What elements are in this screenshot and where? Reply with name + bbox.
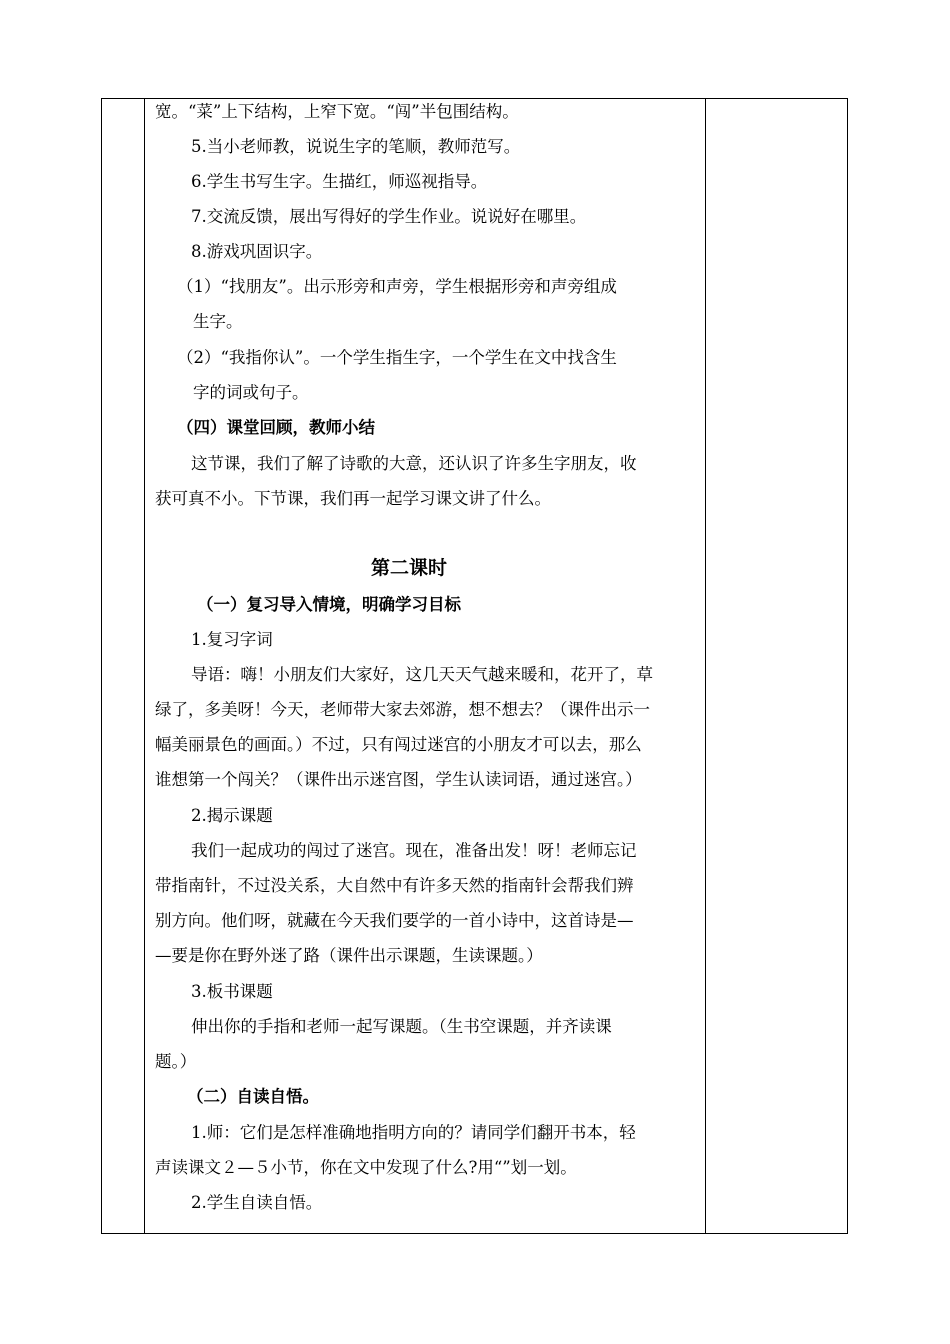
text-line: 字的词或句子。: [193, 383, 309, 402]
text-line: 声读课文２—５小节，你在文中发现了什么?用“”划一划。: [155, 1158, 577, 1177]
text-line: 绿了，多美呀！今天，老师带大家去郊游，想不想去？（课件出示一: [155, 700, 650, 719]
text-line: —要是你在野外迷了路（课件出示课题，生读课题。）: [155, 946, 543, 965]
text-line: 这节课，我们了解了诗歌的大意，还认识了许多生字朋友，收: [191, 454, 637, 473]
text-line: 3.板书课题: [191, 982, 273, 1001]
text-line: 导语：嗨！小朋友们大家好，这几天天气越来暖和，花开了，草: [191, 665, 653, 684]
text-line: （1）“找朋友”。出示形旁和声旁，学生根据形旁和声旁组成: [177, 277, 617, 296]
text-line: 2.学生自读自悟。: [191, 1193, 323, 1212]
text-line: 8.游戏巩固识字。: [191, 242, 323, 261]
text-line: 7.交流反馈，展出写得好的学生作业。说说好在哪里。: [191, 207, 587, 226]
text-line: 5.当小老师教，说说生字的笔顺，教师范写。: [191, 137, 521, 156]
text-line: 1.复习字词: [191, 630, 273, 649]
text-line: 2.揭示课题: [191, 806, 273, 825]
section-heading: （一）复习导入情境，明确学习目标: [197, 595, 461, 614]
text-line: 伸出你的手指和老师一起写课题。（生书空课题，并齐读课: [191, 1017, 612, 1036]
lesson-title: 第二课时: [371, 557, 448, 579]
section-heading: （四）课堂回顾，教师小结: [177, 418, 375, 437]
table-column-divider-right: [705, 99, 706, 1233]
section-heading: （二）自读自悟。: [187, 1087, 319, 1106]
text-line: 我们一起成功的闯过了迷宫。现在，准备出发！呀！老师忘记: [191, 841, 637, 860]
text-line: 获可真不小。下节课，我们再一起学习课文讲了什么。: [155, 489, 551, 508]
text-line: 6.学生书写生字。生描红，师巡视指导。: [191, 172, 488, 191]
text-line: 别方向。他们呀，就藏在今天我们要学的一首小诗中，这首诗是—: [155, 911, 634, 930]
text-line: 谁想第一个闯关？（课件出示迷宫图，学生认读词语，通过迷宫。）: [155, 770, 642, 789]
text-line: 题。）: [155, 1052, 197, 1071]
table-column-divider-left: [144, 99, 145, 1233]
text-line: 1.师：它们是怎样准确地指明方向的？请同学们翻开书本，轻: [191, 1123, 636, 1142]
text-line: 生字。: [193, 312, 243, 331]
text-line: 宽。“菜”上下结构，上窄下宽。“闯”半包围结构。: [155, 102, 519, 121]
text-line: （2）“我指你认”。一个学生指生字，一个学生在文中找含生: [177, 348, 617, 367]
text-line: 带指南针，不过没关系，大自然中有许多天然的指南针会帮我们辨: [155, 876, 634, 895]
text-line: 幅美丽景色的画面。）不过，只有闯过迷宫的小朋友才可以去，那么: [155, 735, 642, 754]
